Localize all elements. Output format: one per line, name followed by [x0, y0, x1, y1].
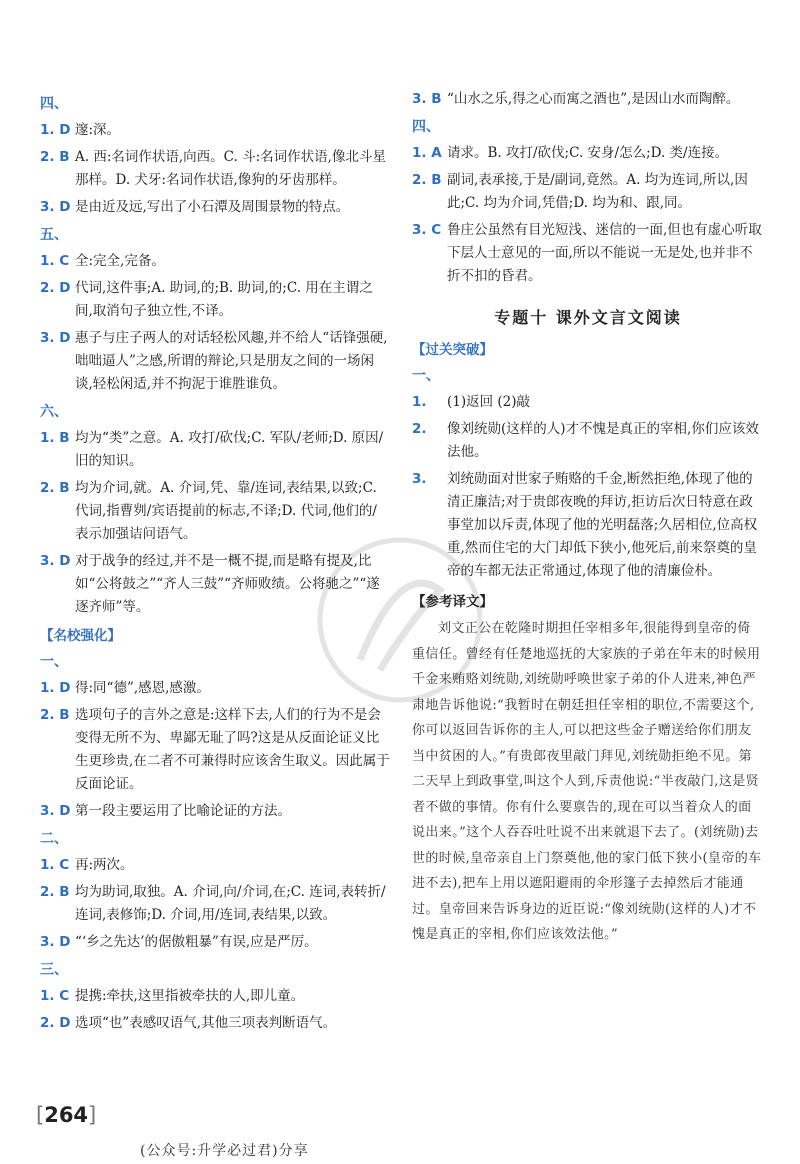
topic-title: 专题十 课外文言文阅读: [494, 308, 682, 327]
answer-item: [40, 146, 390, 192]
section-heading: 一、: [40, 654, 68, 670]
answer-number: 1. D: [40, 680, 71, 696]
answer-number: 3. C: [412, 222, 442, 238]
answer-text: 刘统勋面对世家子贿赂的千金,断然拒绝,体现了他的清正廉洁;对于贵郎夜晚的拜访,拒访后次日特意在政事堂加以斥责,体现了他的光明磊落;久居相位,位高权重,然而住宅的大门却低下狭小,他死后,前来祭奠的皇帝的车都无法正常通过,体现了他的清廉俭朴。: [447, 471, 758, 579]
right-column: [412, 88, 764, 948]
answer-number: 3. D: [40, 553, 71, 569]
answer-number: 2.: [412, 421, 427, 437]
answer-number: 1. C: [40, 988, 70, 1004]
answer-text: 邃:深。: [75, 122, 121, 138]
answer-text: 均为助词,取独。A. 介词,向/介词,在;C. 连词,表转折/连词,表修饰;D. 介词,用/连词,表结果,以致。: [75, 884, 386, 923]
answer-text: (1)返回 (2)敲: [447, 394, 531, 410]
left-column: [40, 88, 390, 1039]
section-heading: 四、: [412, 119, 440, 135]
answer-text: 鲁庄公虽然有目光短浅、迷信的一面,但也有虚心听取下层人士意见的一面,所以不能说一无是处,也并非不折不扣的昏君。: [447, 222, 762, 284]
answer-text: 副词,表承接,于是/副词,竟然。A. 均为连词,所以,因此;C. 均为介词,凭借;D. 均为和、跟,同。: [447, 172, 748, 211]
section-heading: 五、: [40, 227, 68, 243]
section-heading: 一、: [412, 368, 440, 384]
answer-item: [40, 550, 390, 619]
answer-item: [412, 418, 764, 464]
subsection-tag: 【过关突破】: [412, 342, 493, 358]
answer-item: [40, 931, 390, 954]
answer-item: [40, 800, 390, 823]
answer-number: 2. B: [40, 149, 70, 165]
section-heading: 三、: [40, 962, 68, 978]
answer-item: [40, 881, 390, 927]
answer-item: [40, 250, 390, 273]
answer-item: [412, 169, 764, 215]
answer-number: 1.: [412, 394, 427, 410]
answer-text: 请求。B. 攻打/砍伐;C. 安身/怎么;D. 类/连接。: [447, 145, 729, 161]
answer-item: [40, 327, 390, 396]
subsection-tag: 【名校强化】: [40, 628, 121, 644]
answer-item: [40, 196, 390, 219]
answer-number: 1. B: [40, 430, 70, 446]
answer-text: 第一段主要运用了比喻论证的方法。: [75, 803, 291, 819]
answer-item: [40, 119, 390, 142]
answer-item: [412, 88, 764, 111]
answer-text: “‘乡之先达’的倨傲粗暴”有误,应是严厉。: [75, 934, 318, 950]
answer-text: 均为“类”之意。A. 攻打/砍伐;C. 军队/老师;D. 原因/旧的知识。: [75, 430, 384, 469]
answer-item: [412, 468, 764, 583]
answer-text: 是由近及远,写出了小石潭及周围景物的特点。: [75, 199, 350, 215]
answer-item: [40, 854, 390, 877]
answer-text: 均为介词,就。A. 介词,凭、靠/连词,表结果,以致;C. 代词,指曹刿/宾语提前的标志,不译;D. 代词,他们的/表示加强诘问语气。: [75, 480, 377, 542]
answer-number: 1. C: [40, 857, 70, 873]
answer-text: 全:完全,完备。: [75, 253, 165, 269]
section-heading: 四、: [40, 96, 68, 112]
answer-number: 3. B: [412, 91, 442, 107]
answer-text: 得:同“德”,感恩,感激。: [75, 680, 210, 696]
page-number: [264]: [36, 1103, 97, 1127]
section-heading: 六、: [40, 404, 68, 420]
answer-number: 3. D: [40, 934, 71, 950]
answer-number: 3. D: [40, 330, 71, 346]
answer-item: [40, 427, 390, 473]
answer-number: 2. B: [412, 172, 442, 188]
section-heading: 二、: [40, 831, 68, 847]
answer-item: [40, 985, 390, 1008]
answer-text: “山水之乐,得之心而寓之酒也”,是因山水而陶醉。: [447, 91, 740, 107]
translation-paragraph: 刘文正公在乾隆时期担任宰相多年,很能得到皇帝的倚重信任。曾经有任楚地巡抚的大家族的子弟在年末的时候用千金来贿赂刘统勋,刘统勋呼唤世家子弟的仆人进来,神色严肃地告诉他说:“我暂时在朝廷担任宰相的职位,不需要这个,你可以返回告诉你的主人,可以把这些金子赠送给你们朋友当中贫困的人。”有贵郎夜里敲门拜见,刘统勋拒绝不见。第二天早上到政事堂,叫这个人到,斥责他说:“半夜敲门,这是贤者不做的事情。你有什么要禀告的,现在可以当着众人的面说出来。”这个人吞吞吐吐说不出来就退下去了。(刘统勋)去世的时候,皇帝亲自上门祭奠他,他的家门低下狭小(皇帝的车进不去),把车上用以遮阳避雨的伞形篷子去掉然后才能通过。皇帝回来告诉身边的近臣说:“像刘统勋(这样的人)才不愧是真正的宰相,你们应该效法他。”: [412, 621, 762, 942]
answer-number: 3. D: [40, 199, 71, 215]
answer-number: 1. D: [40, 122, 71, 138]
answer-item: [40, 704, 390, 796]
answer-text: 选项句子的言外之意是:这样下去,人们的行为不是会变得无所不为、卑鄙无耻了吗?这是从反面论证义比生更珍贵,在二者不可兼得时应该舍生取义。因此属于反面论证。: [75, 707, 390, 792]
answer-number: 1. A: [412, 145, 442, 161]
answer-text: 惠子与庄子两人的对话轻松风趣,并不给人“话锋强硬,咄咄逼人”之感,所谓的辩论,只是朋友之间的一场闲谈,轻松闲适,并不拘泥于谁胜谁负。: [75, 330, 388, 392]
answer-text: 提携:牵扶,这里指被牵扶的人,即儿童。: [75, 988, 305, 1004]
answer-text: 再:两次。: [75, 857, 134, 873]
answer-text: 对于战争的经过,并不是一概不提,而是略有提及,比如“公将鼓之”“齐人三鼓”“齐师败绩。公将驰之”“遂逐齐师”等。: [75, 553, 380, 615]
answer-number: 3.: [412, 471, 427, 487]
answer-number: 2. D: [40, 1015, 71, 1031]
answer-item: [40, 477, 390, 546]
answer-text: 选项“也”表感叹语气,其他三项表判断语气。: [75, 1015, 337, 1031]
answer-number: 2. B: [40, 884, 70, 900]
answer-item: [40, 277, 390, 323]
answer-text: A. 西:名词作状语,向西。C. 斗:名词作状语,像北斗星那样。D. 犬牙:名词作状语,像狗的牙齿那样。: [75, 149, 386, 188]
answer-text: 代词,这件事;A. 助词,的;B. 助词,的;C. 用在主谓之间,取消句子独立性,不译。: [75, 280, 373, 319]
answer-number: 2. B: [40, 480, 70, 496]
answer-number: 1. C: [40, 253, 70, 269]
answer-number: 3. D: [40, 803, 71, 819]
answer-item: [412, 219, 764, 288]
footer-credit: (公众号:升学必过君)分享: [140, 1143, 309, 1159]
answer-item: [40, 1012, 390, 1035]
translation-title: 【参考译文】: [412, 594, 493, 610]
answer-item: [412, 391, 764, 414]
answer-text: 像刘统勋(这样的人)才不愧是真正的宰相,你们应该效法他。: [447, 421, 759, 460]
answer-item: [40, 677, 390, 700]
answer-item: [412, 142, 764, 165]
answer-number: 2. B: [40, 707, 70, 723]
answer-number: 2. D: [40, 280, 71, 296]
